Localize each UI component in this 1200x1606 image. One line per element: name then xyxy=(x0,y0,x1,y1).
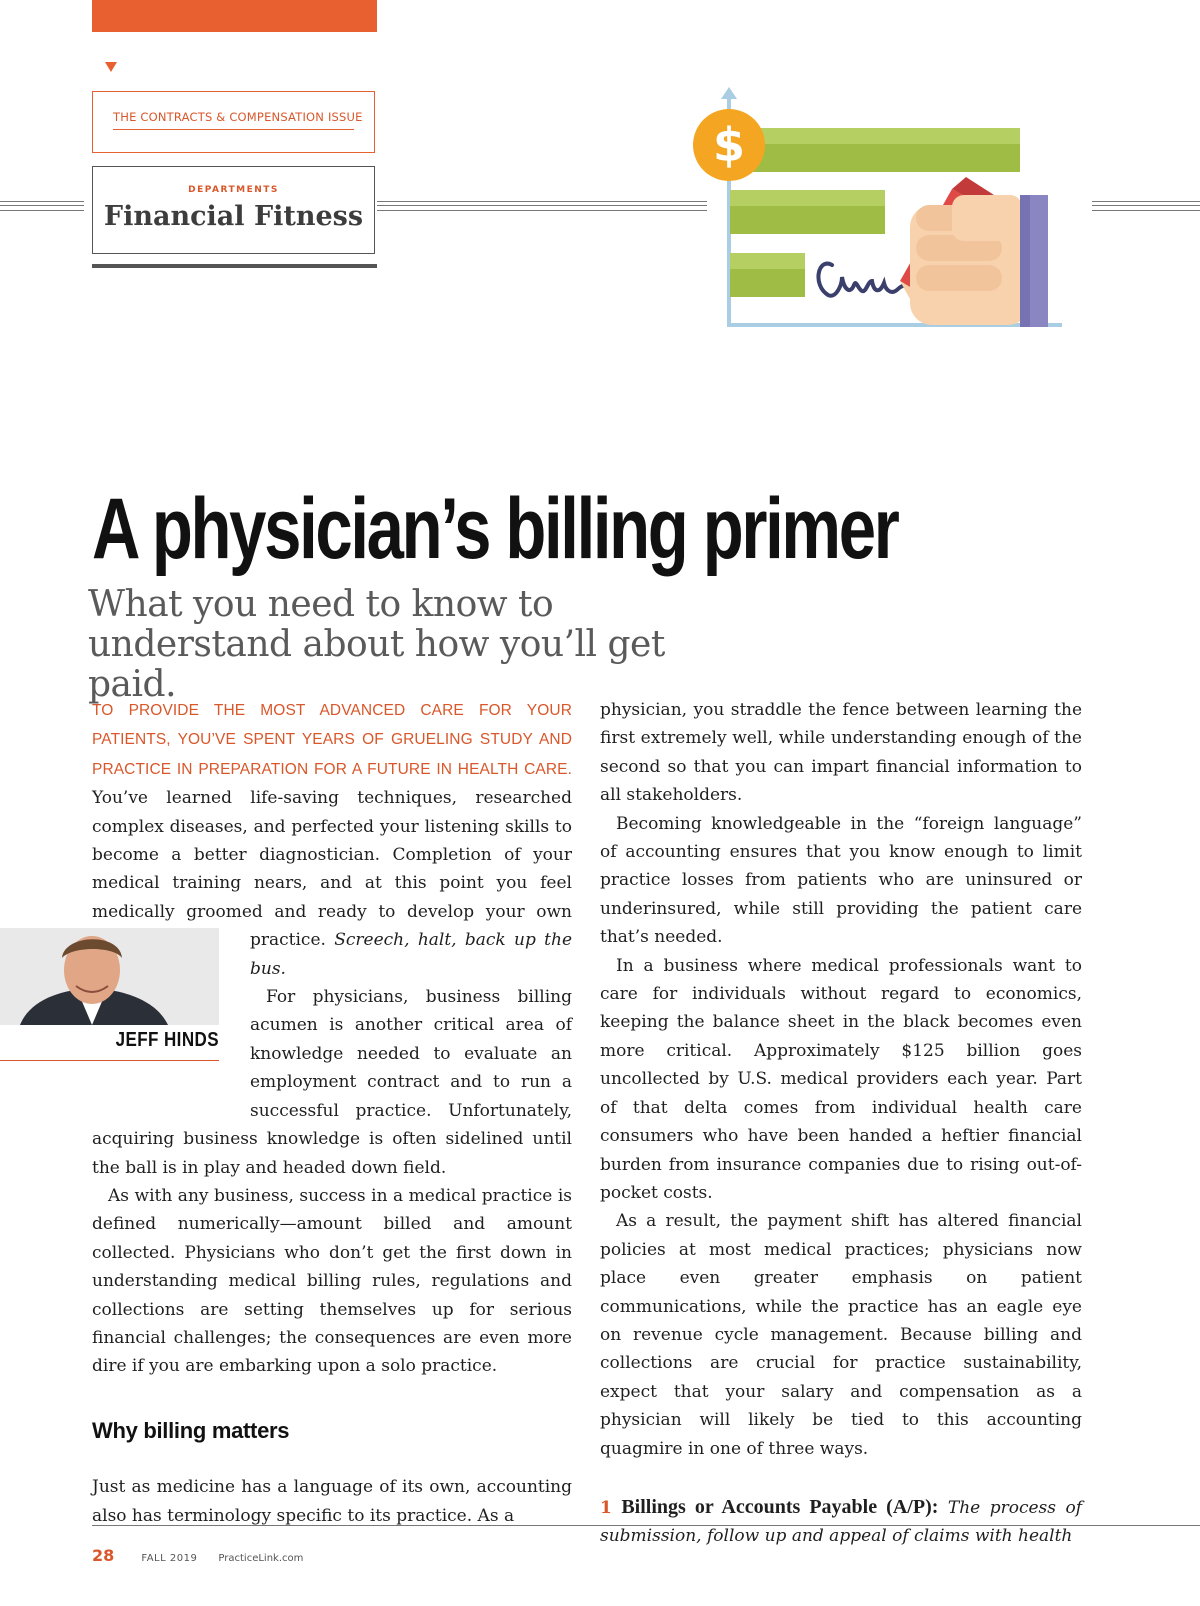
paragraph: physician, you straddle the fence between learning the first extremely well, while understanding enough of the second so that you can impart financial information to all stakeholders. xyxy=(600,700,1082,806)
author-name: JEFF HINDS xyxy=(115,1029,219,1052)
triangle-marker-icon xyxy=(105,62,117,72)
footer-rule xyxy=(92,1525,1200,1526)
list-label: Billings or Accounts Payable (A/P): xyxy=(621,1495,939,1518)
decorative-rule-middle xyxy=(377,201,707,211)
author-photo xyxy=(0,928,219,1025)
issue-underline xyxy=(113,129,354,130)
article-column-1 xyxy=(92,696,572,1530)
list-item xyxy=(600,1493,1082,1551)
paragraph: As with any business, success in a medical practice is defined numerically—amount billed and amount collected. Physicians who don’t get the first down in understanding medical billing rules, regulations and collections are setting themselves up for serious financial challenges; the consequences are even more dire if you are embarking upon a solo practice. xyxy=(92,1185,572,1377)
paragraph: As a result, the payment shift has altered financial policies at most medical practices; physicians now place even greater emphasis on patient communications, while the practice has an eagle eye on revenue cycle management. Because billing and collections are crucial for practice sustainability, expect that your salary and compensation as a physician will likely be tied to this accounting quagmire in one of three ways. xyxy=(600,1211,1082,1459)
dollar-symbol: $ xyxy=(712,118,746,172)
issue-label-box xyxy=(92,91,375,153)
issue-date: FALL 2019 xyxy=(141,1553,198,1564)
dollar-chart-signing-icon xyxy=(690,85,1080,335)
department-underline xyxy=(92,264,377,268)
issue-label: THE CONTRACTS & COMPENSATION ISSUE xyxy=(113,110,363,124)
list-number: 1 xyxy=(600,1497,612,1518)
department-box xyxy=(92,166,375,254)
list-text: The process of submission, follow up and appeal of claims with health xyxy=(600,1497,1082,1547)
article-deck: What you need to know to understand about how you’ll get paid. xyxy=(88,584,665,705)
page-number: 28 xyxy=(92,1546,115,1565)
paragraph: Just as medicine has a language of its own, accounting also has terminology specific to its practice. As a xyxy=(92,1477,572,1526)
author-photo-block xyxy=(0,928,236,1114)
page-footer xyxy=(92,1546,303,1565)
department-title: Financial Fitness xyxy=(103,201,364,232)
intro-italic: Screech, halt, back up the bus. xyxy=(250,930,573,979)
top-accent-bar xyxy=(92,0,377,32)
section-subhead: Why billing matters xyxy=(92,1417,290,1443)
article-column-2 xyxy=(600,696,1082,1551)
intro-text: You’ve learned life-saving techniques, researched complex diseases, and perfected your listening skills to become a better diagnostician. Completion of your medical training nears, and at this point you feel medically groomed and ready to develop your own practice. xyxy=(92,788,572,951)
intro-paragraph xyxy=(92,696,573,1052)
paragraph: In a business where medical professionals want to care for individuals without regard to economics, keeping the balance sheet in the black becomes even more critical. Approximately $125 billion goes uncollected by U.S. medical providers each year. Part of that delta comes from individual health care consumers who have been handed a heftier financial burden from insurance companies due to rising out-of-pocket costs. xyxy=(600,955,1082,1203)
author-rule xyxy=(0,1060,219,1061)
paragraph: Becoming knowledgeable in the “foreign language” of accounting ensures that you know enough to limit practice losses from patients who are uninsured or underinsured, while still providing the patient care that’s needed. xyxy=(600,813,1082,948)
decorative-rule-right xyxy=(1092,201,1200,211)
site-url: PracticeLink.com xyxy=(218,1553,304,1564)
decorative-rule-left xyxy=(0,201,84,211)
paragraph: For physicians, business billing acumen is another critical area of knowledge needed to evaluate an employment contract and to run a successful practice. Unfortunately, acquiring business knowledge is often sidelined until the ball is in play and headed down field. xyxy=(92,987,572,1178)
department-label: DEPARTMENTS xyxy=(188,185,279,195)
article-headline: A physician’s billing primer xyxy=(92,481,898,577)
lead-in-text: TO PROVIDE THE MOST ADVANCED CARE FOR YOUR PATIENTS, YOU’VE SPENT YEARS OF GRUELING STUDY AND PRACTICE IN PREPARATION FOR A FUTURE IN HEALTH CARE. xyxy=(92,702,572,778)
